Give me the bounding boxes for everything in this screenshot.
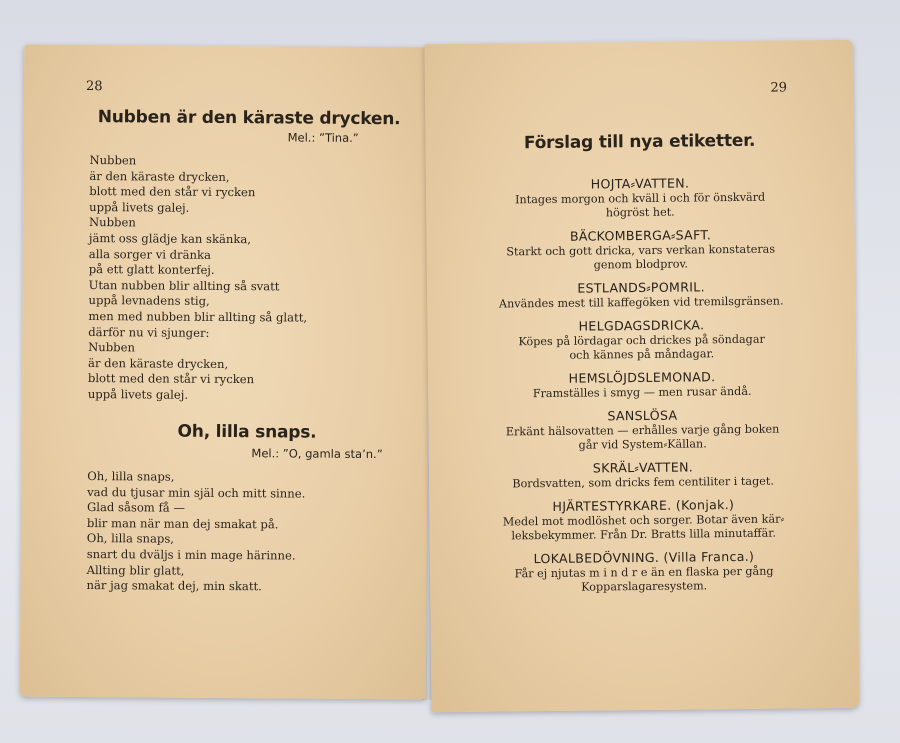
label-description: leksbekymmer. Från Dr. Bratts lilla minutaffär. [511,526,776,543]
label-description: och kännes på måndagar. [569,347,715,362]
lyric-line: Oh, lilla snaps, [86,531,175,547]
lyric-line: Nubben [88,340,136,355]
lyric-line: Glad såsom få — [87,500,186,515]
left-page [20,45,431,700]
lyric-line: blott med den står vi rycken [89,184,256,200]
lyric-line: är den käraste drycken, [88,355,229,371]
label-description: Köpes på lördagar och drickes på söndagar [518,332,765,349]
right-page [425,40,860,712]
song-lyrics [86,469,305,595]
song-title: Oh, lilla snaps. [177,421,317,443]
lyric-line: uppå livets galej. [87,386,189,402]
label-name: HOJTA⸗VATTEN. [590,175,690,192]
lyric-line: snart du dväljs i min mage härinne. [86,547,296,563]
label-entry [428,368,856,402]
label-name: LOKALBEDÖVNING. (Villa Franca.) [533,548,755,567]
lyric-line: jämt oss glädje kan skänka, [88,231,252,247]
label-list [426,174,858,604]
label-entry [426,226,854,274]
song-lyrics [88,153,308,404]
label-description: Erkänt hälsovatten — erhålles varje gång boken [505,422,780,439]
lyric-line: alla sorger vi dränka [88,246,212,262]
label-description: Starkt och gott dricka, vars verkan konstateras [506,242,776,259]
page-number: 29 [770,80,788,96]
song-title: Nubben är den käraste drycken. [97,107,401,130]
page-title: Förslag till nya etiketter. [523,130,756,154]
lyric-line: Allting blir glatt, [86,562,185,578]
lyric-line: Oh, lilla snaps, [87,469,175,484]
label-name: HELGDAGSDRICKA. [578,317,705,334]
label-name: HJÄRTESTYRKARE. (Konjak.) [552,497,735,514]
label-description: Användes mest till kaffegöken vid tremilsgränsen. [498,294,784,311]
label-name: BÄCKOMBERGA⸗SAFT. [569,227,712,244]
label-description: högröst het. [605,205,675,220]
label-name: HEMSLÖJDSLEMONAD. [568,369,716,386]
label-description: Medel mot modlöshet och sorger. Botar även kär⸗ [502,512,785,529]
label-description: Intages morgon och kväll i och för önskvärd [515,190,766,207]
label-description: Får ej njutas m i n d r e än en flaska per gång [514,564,774,581]
label-entry [430,548,858,596]
lyric-line: på ett glatt konterfej. [88,262,215,278]
label-entry [426,174,854,222]
label-description: går vid System⸗Källan. [578,437,707,452]
label-description: Kopparslagaresystem. [581,579,708,594]
lyric-line: uppå levnadens stig, [88,293,210,309]
lyric-line: Nubben [88,215,136,230]
label-entry [427,278,855,312]
lyric-line: uppå livets galej. [89,199,190,215]
lyric-line: när jag smakat dej, min skatt. [86,578,262,594]
label-name: SANSLÖSA [607,407,678,424]
lyric-line: Nubben [89,153,137,168]
lyric-line: men med nubben blir allting så glatt, [88,308,308,325]
label-entry [429,496,857,544]
label-entry [428,406,856,454]
song-melody: Mel.: ”Tina.” [287,130,359,145]
label-entry [429,458,857,492]
song-melody: Mel.: ”O, gamla sta’n.” [251,446,383,462]
label-description: Bordsvatten, som dricks fem centiliter i taget. [512,474,774,491]
lyric-line: därför nu vi sjunger: [88,324,210,340]
lyric-line: vad du tjusar min själ och mitt sinne. [87,484,306,501]
lyric-line: Utan nubben blir allting så svatt [88,277,280,294]
label-name: ESTLANDS⸗POMRIL. [577,279,705,296]
lyric-line: är den käraste drycken, [89,168,230,184]
label-name: SKRÄL⸗VATTEN. [592,459,694,476]
label-description: genom blodprov. [593,257,689,272]
label-description: Framställes i smyg — men rusar ändå. [532,384,752,401]
label-entry [427,316,855,364]
lyric-line: blott med den står vi rycken [87,371,255,387]
lyric-line: blir man när man dej smakat på. [86,515,279,532]
page-number: 28 [85,79,103,95]
